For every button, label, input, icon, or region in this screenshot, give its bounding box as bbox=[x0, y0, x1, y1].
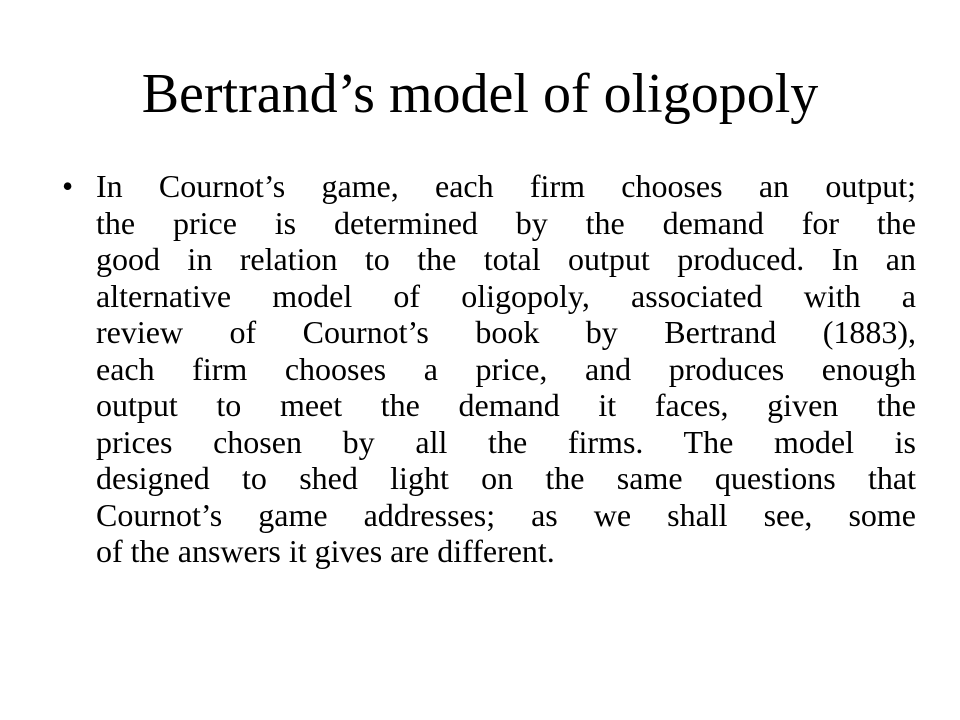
bullet-text-line: the price is determined by the demand for the bbox=[96, 204, 916, 241]
bullet-text-line: of the answers it gives are different. bbox=[96, 533, 555, 569]
bullet-text-line: output to meet the demand it faces, given the bbox=[96, 387, 916, 423]
slide-title: Bertrand’s model of oligopoly bbox=[141, 63, 819, 125]
bullet-text-line: designed to shed light on the same questions that bbox=[96, 460, 916, 496]
bullet-text-line: good in relation to the total output produced. In an bbox=[96, 241, 916, 277]
bullet-item bbox=[56, 168, 916, 570]
bullet-list bbox=[56, 168, 916, 570]
bullet-text-line: In Cournot’s game, each firm chooses an output; bbox=[96, 168, 916, 204]
bullet-marker: • bbox=[62, 168, 74, 204]
bullet-text-line: Cournot’s game addresses; as we shall see, some bbox=[96, 496, 916, 533]
bullet-text-line: each firm chooses a price, and produces enough bbox=[96, 350, 916, 387]
bullet-text-line: prices chosen by all the firms. The model is bbox=[96, 423, 916, 460]
bullet-text-line: alternative model of oligopoly, associated with a bbox=[96, 277, 916, 314]
bullet-text-line: review of Cournot’s book by Bertrand (1883), bbox=[96, 314, 916, 350]
